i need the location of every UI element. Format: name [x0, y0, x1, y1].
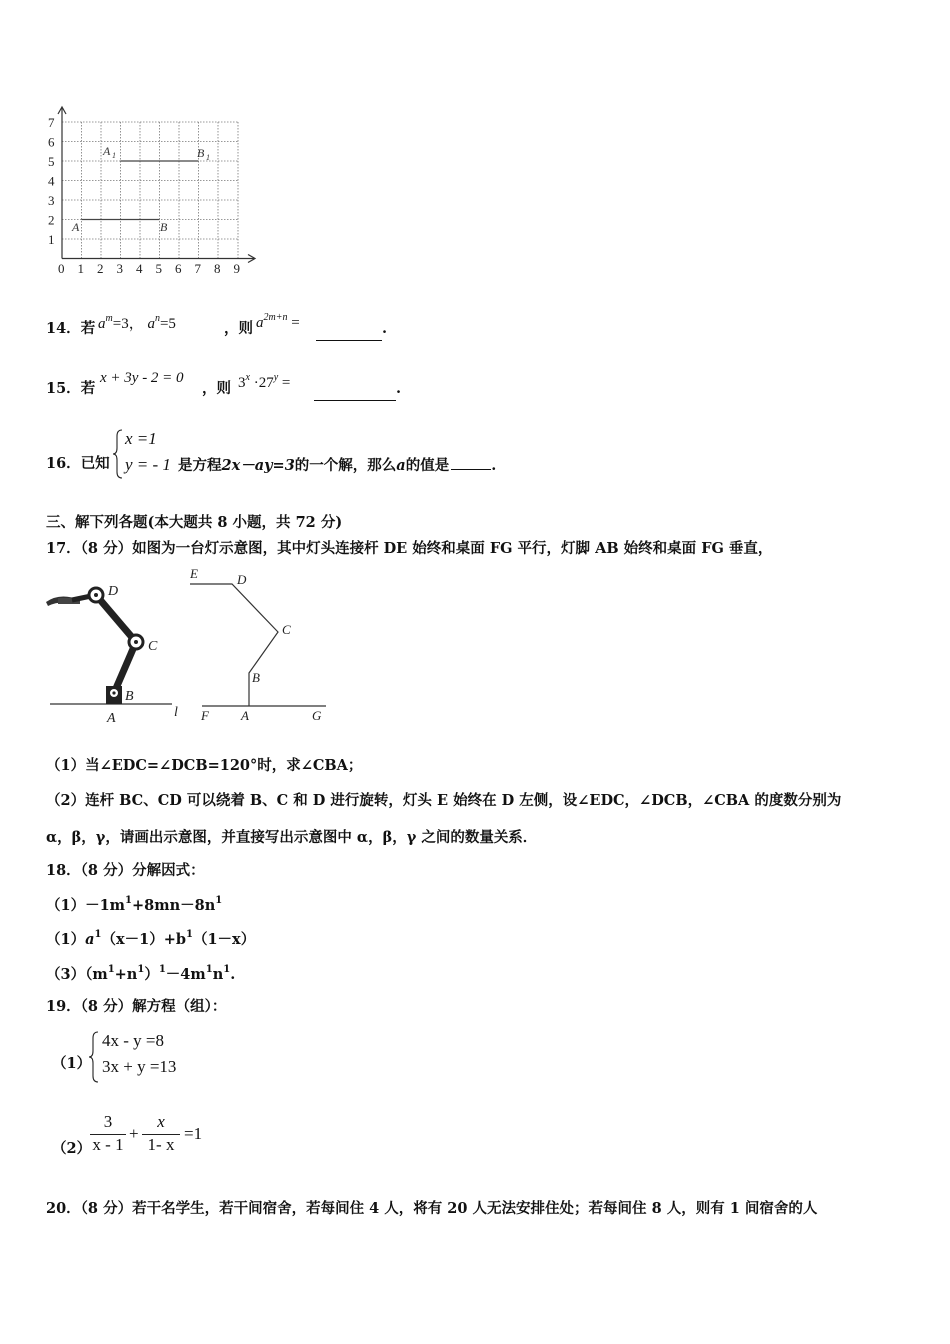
- q19-f1-den: x - 1: [92, 1135, 124, 1154]
- q18-p2-label: （1）: [46, 931, 86, 948]
- q16-prefix: 已知: [80, 455, 110, 472]
- q18-p1-sup2: 1: [215, 895, 223, 906]
- fig2-label-G: G: [312, 708, 322, 723]
- q18-p3-s1: 1: [107, 964, 115, 975]
- q14-expression: $a^m=3$， $a^n=5$: [98, 313, 176, 332]
- y-tick: 2: [48, 212, 55, 228]
- coordinate-grid-figure: [40, 100, 270, 280]
- q18-p3-e: n: [212, 966, 224, 983]
- fig1-label-A: A: [107, 711, 116, 726]
- q16-text: [178, 455, 496, 474]
- q18-p3-b: +n: [114, 966, 138, 983]
- q14-end: .: [382, 320, 388, 337]
- q16-answer-blank[interactable]: [451, 455, 491, 470]
- y-tick: 5: [48, 154, 55, 169]
- q15-dot-term: ·27: [253, 375, 274, 391]
- q14-eq3: =: [291, 315, 300, 331]
- q18-p3-s2: 1: [137, 964, 145, 975]
- q16-line1: x =1: [125, 429, 157, 448]
- fig2-label-B: B: [252, 670, 260, 685]
- q15-eq: =: [281, 375, 291, 391]
- y-tick: 7: [48, 115, 55, 130]
- point-label-A1: A: [103, 144, 111, 158]
- x-tick: 9: [233, 261, 240, 276]
- q19-f1-num: 3: [103, 1112, 113, 1131]
- q14-exp1: m: [105, 313, 113, 324]
- y-tick: 3: [48, 193, 55, 208]
- q15-prefix: 若: [80, 380, 96, 397]
- point-label-B: B: [160, 220, 168, 234]
- q18-p1-sup1: 1: [125, 895, 132, 906]
- q15-mid: ，则: [202, 380, 231, 397]
- q18-p3-f: .: [230, 966, 236, 983]
- question-14: [46, 320, 95, 337]
- q16-text2: 的一个解，那么: [294, 457, 397, 474]
- q18-p1-b: +8mn－8n: [132, 897, 216, 914]
- y-tick-labels: [48, 115, 55, 247]
- x-tick: 4: [136, 261, 143, 276]
- q16-number: 16．: [46, 455, 81, 472]
- y-tick: 1: [48, 232, 55, 247]
- q15-target-expression: [238, 372, 290, 392]
- q17-part2-line2: α，β，γ，请画出示意图，并直接写出示意图中 α，β，γ 之间的数量关系．: [46, 829, 538, 846]
- point-label-A1-sub: 1: [112, 151, 116, 160]
- x-tick: 6: [175, 261, 182, 276]
- q18-part1: [46, 895, 222, 914]
- question-18-stem: 18．（8 分）分解因式：: [46, 862, 205, 879]
- point-label-B1-sub: 1: [206, 153, 210, 162]
- y-tick: 4: [48, 173, 55, 189]
- question-16: [46, 455, 110, 472]
- q16-var: a: [396, 457, 406, 474]
- q19-brace: [88, 1030, 100, 1084]
- x-tick: 8: [214, 261, 221, 276]
- q17-part2-line1: （2）连杆 BC、CD 可以绕着 B、C 和 D 进行旋转，灯头 E 始终在 D 左侧，设∠EDC，∠DCB，∠CBA 的度数分别为: [46, 792, 842, 809]
- q18-p1-label: （1）: [46, 897, 86, 914]
- q15-answer-blank[interactable]: [314, 386, 396, 405]
- q18-p3-label: （3）: [46, 966, 86, 983]
- q16-end: .: [491, 457, 497, 474]
- q15-then: [202, 380, 231, 397]
- x-tick: 5: [155, 261, 162, 276]
- q19-eq2: 3x + y =13: [102, 1057, 177, 1077]
- q15-end: .: [396, 380, 402, 397]
- q18-p3-c: ）: [144, 966, 159, 983]
- q14-exp2: n: [154, 313, 160, 324]
- q19-f2-den: 1- x: [147, 1135, 175, 1154]
- fig1-label-B: B: [125, 689, 134, 704]
- q16-text3: 的值是: [405, 457, 450, 474]
- q14-exp3: 2m+n: [263, 312, 288, 323]
- q19-eq1: 4x - y =8: [102, 1031, 164, 1050]
- y-tick: 6: [48, 134, 55, 150]
- q19-f2-num: x: [157, 1112, 165, 1131]
- fig2-label-D: D: [237, 572, 247, 587]
- q18-p3-s3: 1: [158, 964, 166, 975]
- q16-brace: [112, 428, 124, 480]
- q19-part2-label: （2）: [52, 1140, 92, 1157]
- q14-mid: ，则: [224, 320, 253, 337]
- fig2-label-C: C: [282, 622, 291, 637]
- q15-number: 15．: [46, 380, 81, 397]
- question-17-stem: 17．（8 分）如图为一台灯示意图，其中灯头连接杆 DE 始终和桌面 FG 平行，灯脚 AB 始终和桌面 FG 垂直，: [46, 540, 773, 557]
- question-15: [46, 380, 95, 397]
- q18-p3-s4: 1: [205, 964, 213, 975]
- q16-text1: 是方程: [178, 457, 222, 474]
- q14-then: [224, 320, 253, 337]
- fig2-label-A: A: [241, 708, 249, 723]
- q17-lamp-figure: [40, 570, 190, 730]
- q18-part3: [46, 964, 235, 983]
- q18-p1-a: －1m: [85, 897, 126, 914]
- fig1-label-C: C: [148, 639, 158, 654]
- q14-answer-blank[interactable]: [316, 326, 382, 345]
- q14-base3: a: [256, 315, 264, 331]
- q19-rhs: =1: [184, 1124, 203, 1143]
- q15-exp2: y: [273, 372, 279, 383]
- q18-p2-mid: （x－1）+b: [101, 931, 186, 948]
- q14-base2: a: [147, 316, 155, 332]
- q18-p3-a: （m: [85, 966, 108, 983]
- q14-base1: a: [98, 316, 106, 332]
- q14-eq2: =5: [159, 316, 176, 332]
- question-19-stem: 19．（8 分）解方程（组）：: [46, 998, 227, 1015]
- x-tick: 0: [58, 261, 65, 276]
- q16-line2: y = - 1: [125, 455, 171, 475]
- q15-exp: x: [245, 372, 250, 383]
- q18-p2-sup1: 1: [94, 929, 102, 940]
- q18-p2-sup2: 1: [186, 929, 193, 940]
- q18-p2-a: a: [85, 931, 95, 948]
- x-tick: 1: [77, 261, 84, 276]
- section-3-title: 三、解下列各题(本大题共 8 小题，共 72 分): [46, 514, 343, 531]
- fig1-label-l: l: [174, 705, 178, 720]
- q16-equation: 2x－ay=3: [221, 457, 295, 474]
- question-20-stem: 20．（8 分）若干名学生，若干间宿舍，若每间住 4 人，将有 20 人无法安排住处；若每间住 8 人，则有 1 间宿舍的人: [46, 1200, 818, 1217]
- q19-part1-label: （1）: [52, 1055, 92, 1072]
- point-label-B1: B: [197, 146, 205, 160]
- q17-schematic-figure: [190, 566, 340, 730]
- x-tick: 2: [97, 261, 104, 276]
- q18-p3-d: －4m: [165, 966, 206, 983]
- x-tick: 3: [116, 261, 123, 276]
- q14-number: 14．: [46, 320, 81, 337]
- q19-system: [102, 1028, 176, 1081]
- q19-plus: +: [129, 1124, 139, 1143]
- q15-base: 3: [238, 375, 246, 391]
- grid-lines: [62, 122, 238, 259]
- fig2-label-F: F: [201, 708, 209, 723]
- point-labels: [71, 144, 210, 234]
- q14-eq1: =3: [112, 316, 129, 332]
- fig2-label-E: E: [190, 566, 198, 581]
- q14-prefix: 若: [80, 320, 96, 337]
- q16-system: [125, 426, 171, 479]
- q14-target-expression: [256, 312, 300, 332]
- q15-equation: x + 3y - 2 = 0: [100, 370, 184, 386]
- q17-part1: （1）当∠EDC=∠DCB=120°时，求∠CBA；: [46, 757, 363, 774]
- fig1-label-D: D: [108, 584, 119, 599]
- q18-p3-s5: 1: [223, 964, 231, 975]
- x-tick-labels: [58, 261, 240, 276]
- q18-part2: [46, 929, 255, 948]
- q18-p2-end: （1－x）: [192, 931, 256, 948]
- point-label-A: A: [72, 220, 80, 234]
- x-tick: 7: [194, 261, 201, 276]
